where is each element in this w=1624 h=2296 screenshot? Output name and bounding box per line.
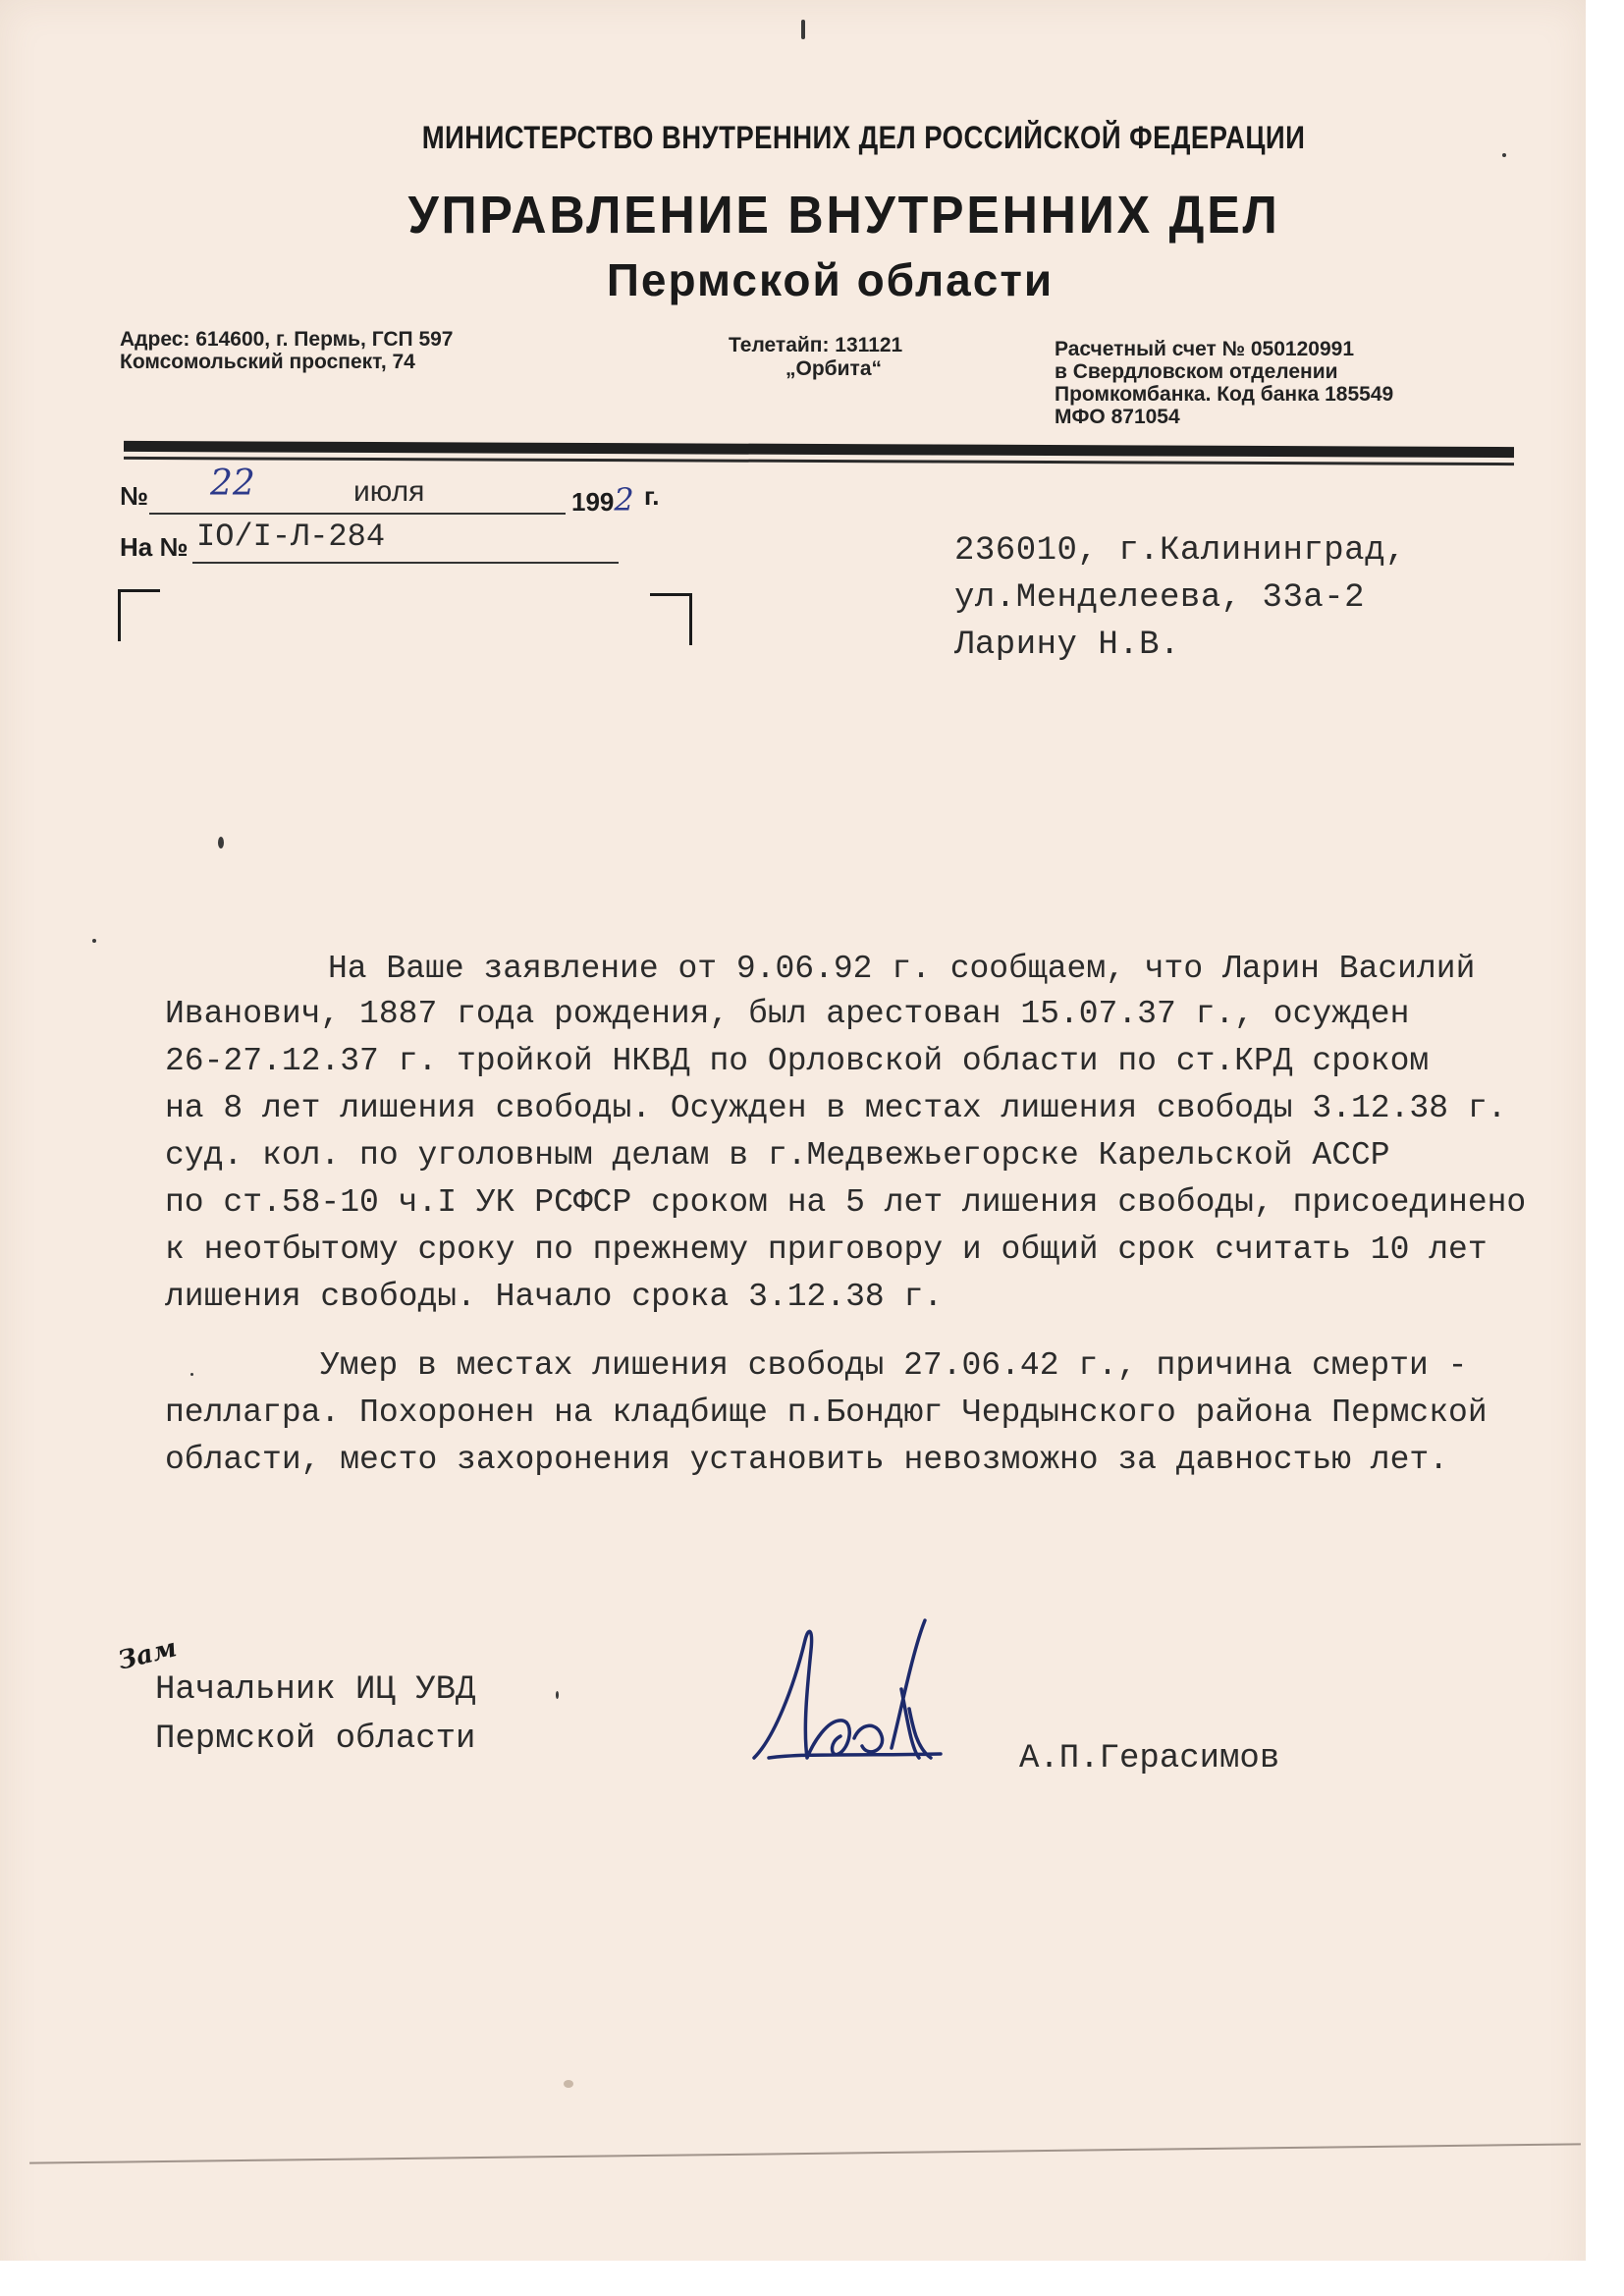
- address-line: Адрес: 614600, г. Пермь, ГСП 597: [120, 328, 454, 351]
- ministry-heading: МИНИСТЕРСТВО ВНУТРЕННИХ ДЕЛ РОССИЙСКОЙ ФЕДЕРАЦИИ: [421, 120, 1306, 155]
- year-suffix: г.: [644, 481, 660, 511]
- scan-mark: [801, 20, 805, 39]
- handwritten-annotation: Зам: [115, 1633, 181, 1676]
- year-digit-handwritten: 2: [614, 481, 634, 519]
- scan-mark: [564, 2080, 573, 2088]
- date-month: июля: [353, 475, 425, 508]
- body-line: Умер в местах лишения свободы 27.06.42 г., причина смерти -: [320, 1347, 1468, 1384]
- signatory-name: А.П.Герасимов: [1019, 1740, 1280, 1777]
- signatory-title: Пермской области: [155, 1721, 476, 1758]
- reference-underline: [192, 562, 619, 564]
- body-line: На Ваше заявление от 9.06.92 г. сообщаем, что Ларин Василий: [328, 951, 1476, 987]
- region-heading: Пермской области: [606, 254, 1055, 305]
- address-line: Комсомольский проспект, 74: [120, 351, 415, 373]
- number-label: №: [120, 481, 148, 511]
- date-year: [571, 481, 634, 519]
- body-line: лишения свободы. Начало срока 3.12.38 г.: [165, 1279, 944, 1315]
- bank-line: Промкомбанка. Код банка 185549: [1055, 383, 1394, 406]
- year-prefix: 199: [571, 487, 615, 517]
- bank-line: в Свердловском отделении: [1055, 360, 1338, 383]
- body-line: по ст.58-10 ч.I УК РСФСР сроком на 5 лет лишения свободы, присоединено: [165, 1184, 1527, 1221]
- handwritten-signature: [744, 1611, 980, 1777]
- teletype-line: Телетайп: 131121: [729, 334, 903, 356]
- letterhead-address: [120, 328, 454, 373]
- body-line: 26-27.12.37 г. тройкой НКВД по Орловской области по ст.КРД сроком: [165, 1043, 1430, 1079]
- address-window-corner-right: [650, 593, 692, 645]
- recipient-line: 236010, г.Калининград,: [954, 532, 1406, 570]
- directorate-heading: УПРАВЛЕНИЕ ВНУТРЕННИХ ДЕЛ: [407, 186, 1280, 245]
- body-line: суд. кол. по уголовным делам в г.Медвежьегорске Карельской АССР: [165, 1137, 1390, 1174]
- scan-mark: [92, 939, 96, 943]
- teletype-name: „Орбита“: [785, 357, 883, 380]
- recipient-line: ул.Менделеева, 33а-2: [954, 579, 1366, 617]
- body-line: на 8 лет лишения свободы. Осужден в местах лишения свободы 3.12.38 г.: [165, 1090, 1507, 1126]
- recipient-name: Ларину Н.В.: [954, 627, 1180, 664]
- scan-mark: [190, 1373, 193, 1376]
- scan-margin: [0, 2261, 1624, 2296]
- signatory-title: Начальник ИЦ УВД: [155, 1671, 476, 1709]
- letterhead-bank: [1055, 338, 1393, 428]
- address-window-corner-left: [118, 589, 160, 641]
- body-line: пеллагра. Похоронен на кладбище п.Бондюг Чердынского района Пермской: [165, 1394, 1488, 1431]
- body-line: Иванович, 1887 года рождения, был арестован 15.07.37 г., осужден: [165, 996, 1410, 1032]
- body-line: области, место захоронения установить невозможно за давностью лет.: [165, 1442, 1449, 1478]
- scan-mark: [218, 837, 224, 848]
- body-line: к неотбытому сроку по прежнему приговору и общий срок считать 10 лет: [165, 1231, 1488, 1268]
- scan-mark: [1502, 153, 1506, 157]
- date-day-handwritten: 22: [210, 464, 255, 504]
- reference-number: IO/I-Л-284: [196, 519, 386, 555]
- number-underline: [149, 513, 566, 515]
- scan-mark: [556, 1691, 559, 1699]
- reference-label: На №: [120, 532, 189, 562]
- bank-line: Расчетный счет № 050120991: [1055, 338, 1354, 360]
- bank-line: МФО 871054: [1055, 406, 1180, 428]
